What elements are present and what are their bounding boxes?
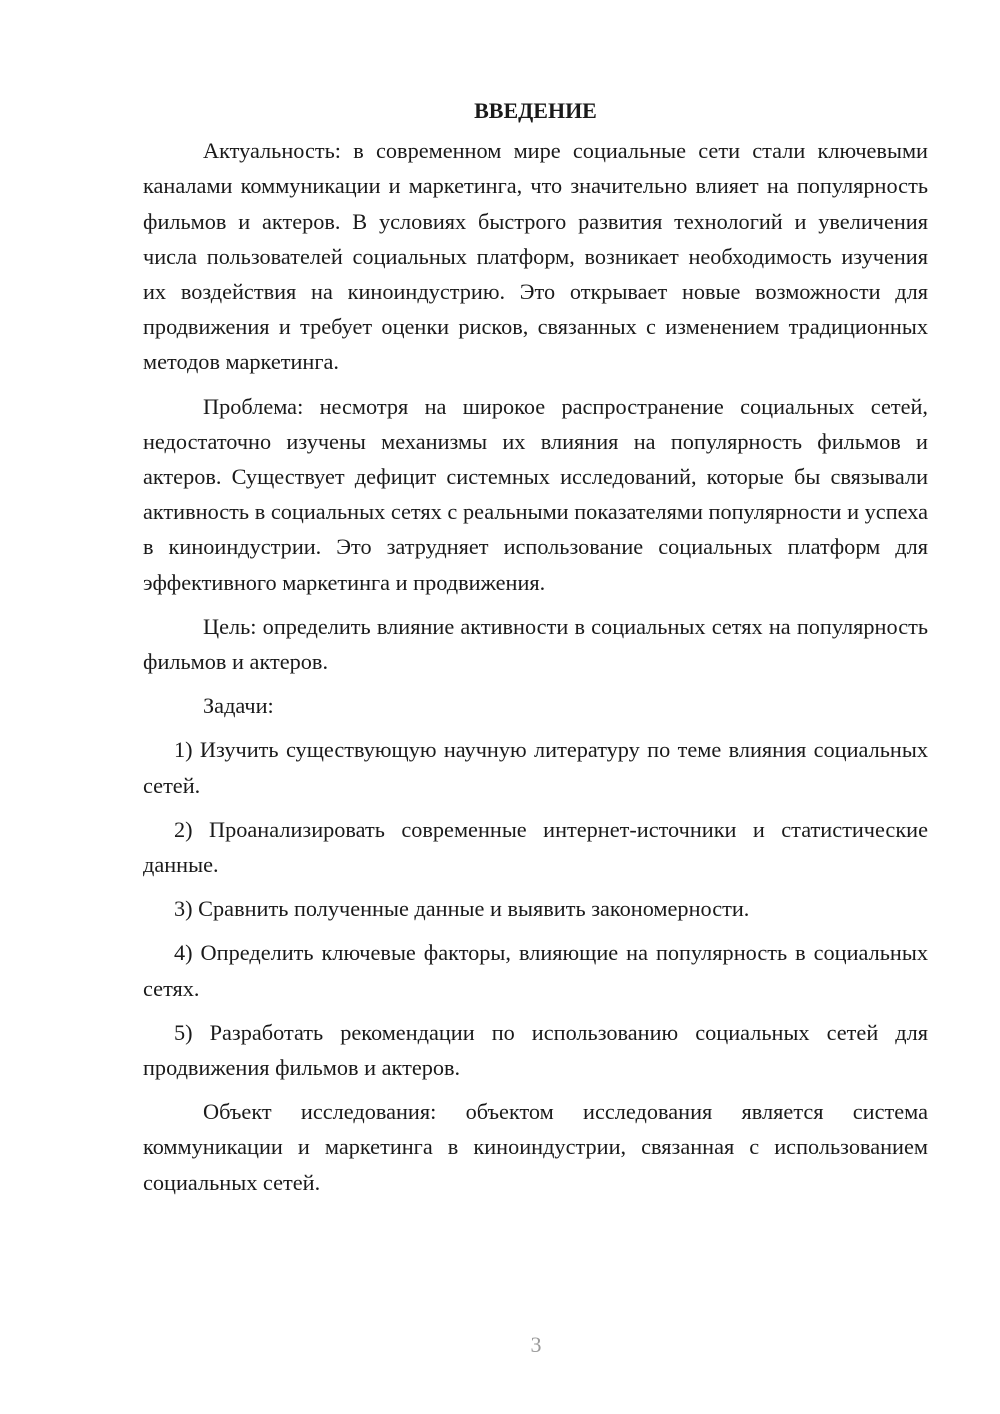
problem-paragraph: Проблема: несмотря на широкое распространение социальных сетей, недостаточно изучены механизмы их влияния на популярность фильмов и актеров. Существует дефицит системных исследований, которые бы связывали активность в социальных сетях с реальными показателями популярности и успеха в киноиндустрии. Это затрудняет использование социальных платформ для эффективного маркетинга и продвижения. [143, 393, 928, 595]
task-item-2: 2) Проанализировать современные интернет-источники и статистические данные. [143, 816, 928, 878]
task-item-4: 4) Определить ключевые факторы, влияющие на популярность в социальных сетях. [143, 940, 928, 1001]
task-item-1: 1) Изучить существующую научную литературу по теме влияния социальных сетей. [143, 737, 928, 798]
object-paragraph: Объект исследования: объектом исследования является система коммуникации и маркетинга в киноиндустрии, связанная с использованием социальных сетей. [143, 1099, 928, 1195]
page-number: 3 [530, 1332, 542, 1357]
goal-paragraph: Цель: определить влияние активности в социальных сетях на популярность фильмов и актеров. [143, 613, 928, 675]
section-title: ВВЕДЕНИЕ [474, 98, 597, 123]
document-body [143, 93, 928, 1209]
task-item-5: 5) Разработать рекомендации по использованию социальных сетей для продвижения фильмов и актеров. [143, 1019, 928, 1081]
task-item-3: 3) Сравнить полученные данные и выявить закономерности. [174, 896, 750, 922]
tasks-heading: Задачи: [203, 693, 274, 719]
relevance-paragraph: Актуальность: в современном мире социальные сети стали ключевыми каналами коммуникации и маркетинга, что значительно влияет на популярность фильмов и актеров. В условиях быстрого развития технологий и увеличения числа пользователей социальных платформ, возникает необходимость изучения их воздействия на киноиндустрию. Это открывает новые возможности для продвижения и требует оценки рисков, связанных с изменением традиционных методов маркетинга. [143, 138, 928, 375]
